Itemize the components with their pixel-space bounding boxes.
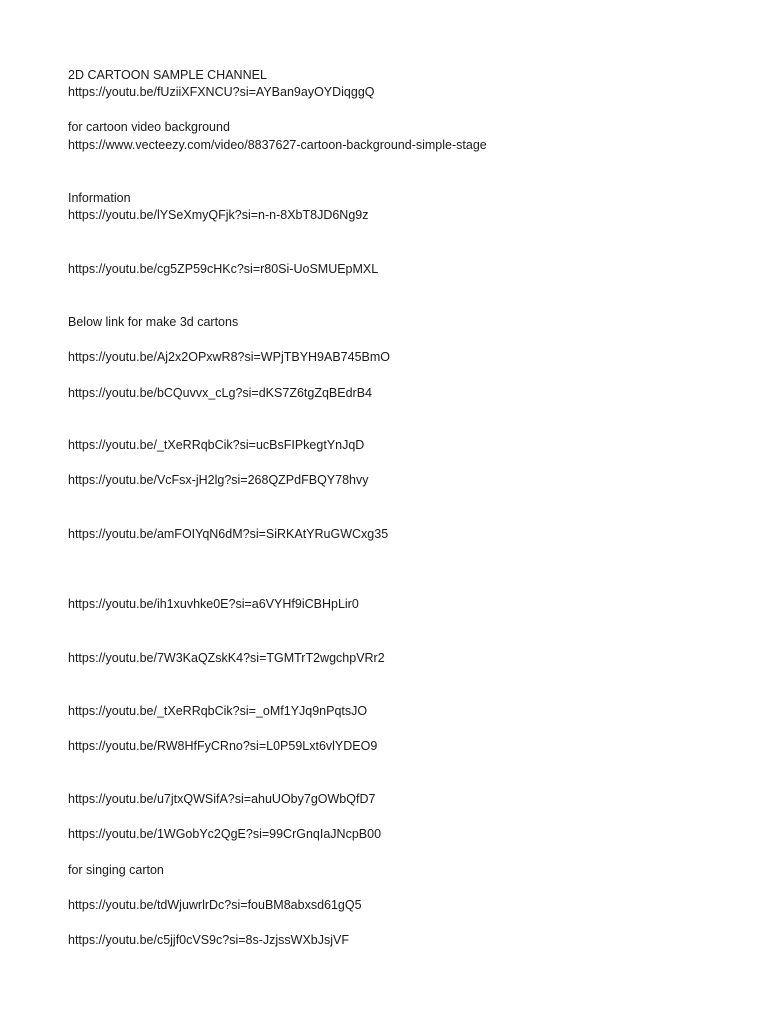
label-singing-carton: for singing carton [68,863,164,877]
label-information: Information [68,191,131,205]
link-youtube[interactable]: https://youtu.be/_tXeRRqbCik?si=ucBsFIPkegtYnJqD [68,438,365,452]
link-youtube[interactable]: https://youtu.be/u7jtxQWSifA?si=ahuUOby7gOWbQfD7 [68,792,376,806]
label-make-3d-cartons: Below link for make 3d cartons [68,315,239,329]
link-youtube[interactable]: https://youtu.be/Aj2x2OPxwR8?si=WPjTBYH9AB745BmO [68,350,391,364]
link-youtube[interactable]: https://youtu.be/ih1xuvhke0E?si=a6VYHf9iCBHpLir0 [68,597,359,611]
link-youtube-sample-channel[interactable]: https://youtu.be/fUziiXFXNCU?si=AYBan9ayOYDiqggQ [68,85,375,99]
link-youtube[interactable]: https://youtu.be/RW8HfFyCRno?si=L0P59Lxt6vlYDEO9 [68,739,378,753]
link-information[interactable]: https://youtu.be/lYSeXmyQFjk?si=n-n-8XbT8JD6Ng9z [68,208,369,222]
label-cartoon-video-background: for cartoon video background [68,120,230,134]
link-youtube[interactable]: https://youtu.be/bCQuvvx_cLg?si=dKS7Z6tgZqBEdrB4 [68,386,372,400]
link-youtube[interactable]: https://youtu.be/tdWjuwrlrDc?si=fouBM8abxsd61gQ5 [68,898,362,912]
link-youtube[interactable]: https://youtu.be/amFOIYqN6dM?si=SiRKAtYRuGWCxg35 [68,527,389,541]
link-youtube[interactable]: https://youtu.be/_tXeRRqbCik?si=_oMf1YJq9nPqtsJO [68,704,368,718]
link-youtube[interactable]: https://youtu.be/VcFsx-jH2lg?si=268QZPdFBQY78hvy [68,473,369,487]
heading-2d-cartoon-sample-channel: 2D CARTOON SAMPLE CHANNEL [68,68,267,82]
link-youtube[interactable]: https://youtu.be/1WGobYc2QgE?si=99CrGnqIaJNcpB00 [68,827,382,841]
link-youtube[interactable]: https://youtu.be/cg5ZP59cHKc?si=r80Si-UoSMUEpMXL [68,262,379,276]
link-youtube[interactable]: https://youtu.be/7W3KaQZskK4?si=TGMTrT2wgchpVRr2 [68,651,385,665]
link-vecteezy-background[interactable]: https://www.vecteezy.com/video/8837627-cartoon-background-simple-stage [68,138,487,152]
link-youtube[interactable]: https://youtu.be/c5jjf0cVS9c?si=8s-JzjssWXbJsjVF [68,933,350,947]
